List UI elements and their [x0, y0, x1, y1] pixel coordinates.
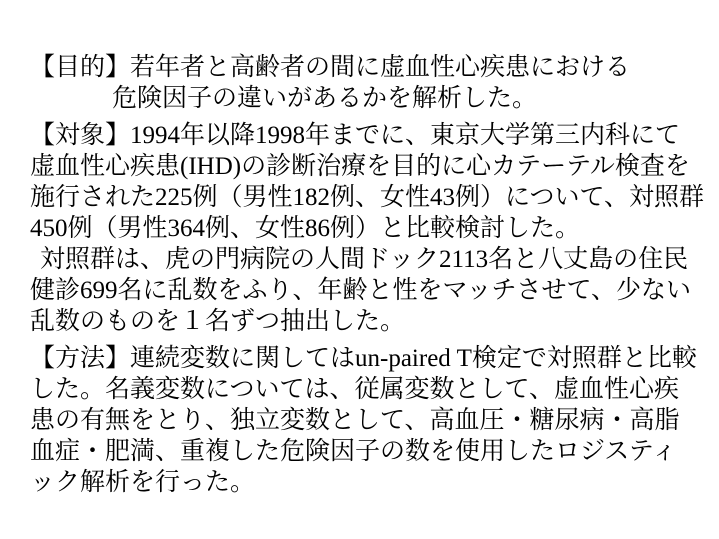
methods-line-4: 血症・肥満、重複した危険因子の数を使用したロジスティ: [30, 438, 677, 465]
purpose-line-1: 【目的】若年者と高齢者の間に虚血性心疾患における: [30, 54, 631, 81]
subjects-line-6: 健診699名に乱数をふり、年齢と性をマッチさせて、少ない: [30, 277, 692, 304]
paragraph-subjects: [30, 120, 711, 337]
methods-line-5: ック解析を行った。: [30, 469, 256, 496]
subjects-line-1: 【対象】1994年以降1998年までに、東京大学第三内科にて: [30, 122, 681, 149]
subjects-line-7: 乱数のものを１名ずつ抽出した。: [30, 308, 406, 335]
subjects-line-2: 虚血性心疾患(IHD)の診断治療を目的に心カテーテル検査を: [30, 153, 690, 180]
subjects-line-5: 対照群は、虎の門病院の人間ドック2113名と八丈島の住民: [40, 246, 689, 273]
methods-line-2: した。名義変数については、従属変数として、虚血性心疾: [30, 376, 680, 403]
methods-line-3: 患の有無をとり、独立変数として、高血圧・糖尿病・高脂: [30, 407, 680, 434]
methods-line-1: 【方法】連続変数に関してはun-paired T検定で対照群と比較: [30, 345, 697, 372]
subjects-line-4: 450例（男性364例、女性86例）と比較検討した。: [30, 215, 581, 242]
paragraph-methods: [30, 343, 711, 498]
paragraph-purpose: [30, 52, 711, 114]
purpose-line-2: 危険因子の違いがあるかを解析した。: [112, 85, 538, 112]
subjects-line-3: 施行された225例（男性182例、女性43例）について、対照群: [30, 184, 705, 211]
